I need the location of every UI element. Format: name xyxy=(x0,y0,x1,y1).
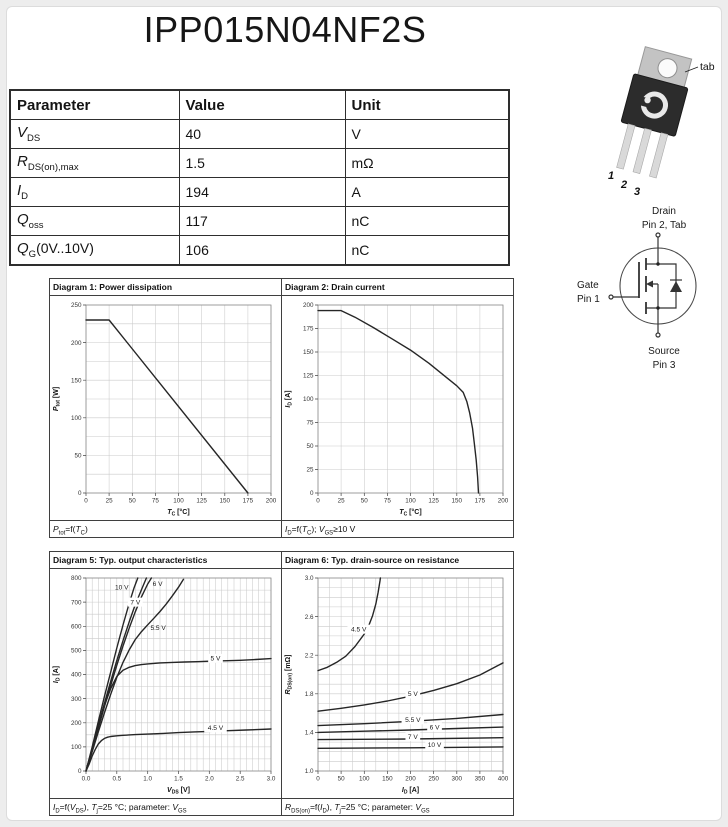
x-tick-label: 200 xyxy=(405,775,416,783)
x-tick-label: 25 xyxy=(105,497,113,505)
x-tick-label: 400 xyxy=(497,775,509,783)
y-tick-label: 75 xyxy=(306,419,314,427)
table-row xyxy=(10,120,509,149)
y-axis-label: $P_{tot}$ [W] xyxy=(53,386,62,412)
package-leg-3 xyxy=(649,133,667,178)
x-tick-label: 50 xyxy=(128,497,136,505)
value-cell: 40 xyxy=(179,120,345,149)
y-tick-label: 300 xyxy=(70,695,82,703)
x-tick-label: 175 xyxy=(474,497,486,505)
table-row xyxy=(10,236,509,266)
y-tick-label: 1.4 xyxy=(304,729,314,737)
series-label: 4.5 V xyxy=(207,725,224,733)
chart-caption: $I_D=f(V_{DS})$, $T_j=25$ °C; parameter: $V_{GS}$ xyxy=(50,798,281,815)
chart-caption: $P_{tot}=f(T_C)$ xyxy=(50,520,281,537)
x-axis-label: $V_{DS}$ [V] xyxy=(167,787,190,796)
parameter-table xyxy=(9,89,510,266)
chart-caption: $I_D=f(T_C)$; $V_{GS}\ge 10$ V xyxy=(282,520,513,537)
panel-diagram1 xyxy=(49,278,282,538)
substrate-arrow-icon xyxy=(646,281,653,288)
y-axis-label: $I_D$ [A] xyxy=(53,665,62,684)
panel-diagram6 xyxy=(281,551,514,816)
x-tick-label: 50 xyxy=(337,775,345,783)
y-tick-label: 700 xyxy=(70,599,82,607)
chart-title: Diagram 6: Typ. drain-source on resistance xyxy=(282,552,513,569)
y-tick-label: 200 xyxy=(70,339,82,347)
y-tick-label: 150 xyxy=(70,377,82,385)
series-line-4.5V xyxy=(318,578,380,671)
mosfet-symbol-figure xyxy=(573,202,728,374)
series-label: 7 V xyxy=(130,599,141,607)
series-label: 6 V xyxy=(152,581,163,589)
y-tick-label: 0 xyxy=(77,490,82,498)
series-label: 10 V xyxy=(427,742,442,750)
tab-label: tab xyxy=(700,61,715,73)
param-cell: $Q_{oss}$ xyxy=(10,207,179,236)
x-tick-label: 300 xyxy=(451,775,463,783)
x-tick-label: 200 xyxy=(265,497,277,505)
y-tick-label: 125 xyxy=(302,372,314,380)
value-cell: 1.5 xyxy=(179,149,345,178)
unit-cell: A xyxy=(345,178,509,207)
x-tick-label: 150 xyxy=(219,497,231,505)
page-title: IPP015N04NF2S xyxy=(143,9,427,50)
x-tick-label: 25 xyxy=(337,497,345,505)
series-line-Ptot xyxy=(86,320,248,493)
y-axis-label: $R_{DS(on)}$ [mΩ] xyxy=(285,654,294,695)
chart-diagram5 xyxy=(50,569,281,798)
y-tick-label: 175 xyxy=(302,325,314,333)
y-tick-label: 250 xyxy=(70,302,82,310)
x-tick-label: 125 xyxy=(428,497,439,505)
x-tick-label: 100 xyxy=(358,775,370,783)
x-tick-label: 2.5 xyxy=(235,775,245,783)
x-axis-label: $I_D$ [A] xyxy=(401,787,420,796)
param-cell: $R_{DS(on),max}$ xyxy=(10,149,179,178)
y-tick-label: 50 xyxy=(74,452,82,460)
col-header-value: Value xyxy=(179,90,345,120)
y-tick-label: 150 xyxy=(302,349,314,357)
x-tick-label: 150 xyxy=(382,775,393,783)
chart-title: Diagram 2: Drain current xyxy=(282,279,513,296)
table-header-row xyxy=(10,90,509,120)
y-tick-label: 800 xyxy=(70,575,82,583)
series-label: 7 V xyxy=(407,733,418,741)
x-tick-label: 3.0 xyxy=(266,775,276,783)
series-line-ID xyxy=(318,311,479,493)
axis-ticks xyxy=(315,578,503,774)
table-row xyxy=(10,178,509,207)
y-tick-label: 200 xyxy=(70,719,82,727)
x-tick-label: 2.0 xyxy=(204,775,214,783)
chart-title: Diagram 5: Typ. output characteristics xyxy=(50,552,281,569)
series-label: 4.5 V xyxy=(350,626,367,634)
pin-number-label-3: 3 xyxy=(634,186,641,198)
y-tick-label: 0 xyxy=(309,490,314,498)
x-tick-label: 0 xyxy=(316,775,320,783)
pin-number-label-2: 2 xyxy=(621,179,628,191)
x-tick-label: 100 xyxy=(173,497,184,505)
series-label: 5 V xyxy=(210,655,221,663)
x-tick-label: 0 xyxy=(84,497,88,505)
source-junction-dot xyxy=(656,306,659,309)
unit-cell: V xyxy=(345,120,509,149)
source-label: Source xyxy=(648,346,680,357)
package-leg-1 xyxy=(617,124,635,169)
parameter-table-body xyxy=(10,120,509,266)
x-tick-label: 150 xyxy=(451,497,463,505)
axis-ticks xyxy=(83,578,271,774)
chart-diagram2 xyxy=(282,296,513,520)
to220-package xyxy=(609,46,695,180)
y-tick-label: 2.6 xyxy=(304,613,314,621)
grid-lines xyxy=(318,305,503,493)
value-cell: 194 xyxy=(179,178,345,207)
x-axis-label: $T_C$ [°C] xyxy=(399,509,422,518)
y-tick-label: 600 xyxy=(70,623,82,631)
unit-cell: nC xyxy=(345,207,509,236)
source-pin-label: Pin 3 xyxy=(652,360,676,371)
y-tick-label: 100 xyxy=(70,415,82,422)
y-tick-label: 400 xyxy=(70,671,82,679)
series-label: 5.5 V xyxy=(405,717,421,725)
y-tick-label: 500 xyxy=(70,647,82,655)
drain-pin-label: Pin 2, Tab xyxy=(641,220,687,231)
chart-row-bottom xyxy=(49,551,514,816)
panel-diagram2 xyxy=(281,278,514,538)
series-label: 10 V xyxy=(114,584,129,592)
axis-ticks xyxy=(315,305,503,496)
x-tick-label: 100 xyxy=(405,497,416,505)
table-row xyxy=(10,207,509,236)
col-header-unit: Unit xyxy=(345,90,509,120)
table-row xyxy=(10,149,509,178)
x-tick-label: 1.5 xyxy=(174,775,183,783)
grid-lines xyxy=(318,578,503,771)
col-header-parameter: Parameter xyxy=(10,90,179,120)
x-tick-label: 50 xyxy=(360,497,368,505)
series-label: 5 V xyxy=(407,691,418,699)
y-tick-label: 200 xyxy=(302,302,314,310)
x-tick-label: 125 xyxy=(196,497,207,505)
x-tick-label: 75 xyxy=(383,497,391,505)
chart-diagram1 xyxy=(50,296,281,520)
value-cell: 106 xyxy=(179,236,345,266)
gate-pin-label: Pin 1 xyxy=(577,294,600,305)
x-tick-label: 350 xyxy=(474,775,486,783)
pin-number-label-1: 1 xyxy=(608,170,615,182)
y-tick-label: 2.2 xyxy=(304,652,314,660)
value-cell: 117 xyxy=(179,207,345,236)
y-tick-label: 3.0 xyxy=(304,575,314,583)
x-tick-label: 175 xyxy=(242,497,254,505)
unit-cell: nC xyxy=(345,236,509,266)
y-tick-label: 1.8 xyxy=(304,691,314,698)
chart-title: Diagram 1: Power dissipation xyxy=(50,279,281,296)
y-tick-label: 1.0 xyxy=(304,768,314,776)
x-tick-label: 1.0 xyxy=(143,775,153,783)
y-tick-label: 25 xyxy=(306,466,314,474)
unit-cell: mΩ xyxy=(345,149,509,178)
param-cell: $Q_G(0V..10V)$ xyxy=(10,236,179,266)
chart-row-top xyxy=(49,278,514,538)
y-tick-label: 50 xyxy=(306,443,314,451)
chart-caption: $R_{DS(on)}=f(I_D)$, $T_j=25$ °C; parameter: $V_{GS}$ xyxy=(282,798,513,815)
series-label: 5.5 V xyxy=(150,624,166,632)
x-tick-label: 250 xyxy=(428,775,439,783)
package-figure xyxy=(584,39,728,203)
axis-ticks xyxy=(83,305,271,496)
param-cell: $V_{DS}$ xyxy=(10,120,179,149)
x-tick-label: 0 xyxy=(316,497,320,505)
drain-label: Drain xyxy=(652,206,676,217)
chart-diagram6 xyxy=(282,569,513,798)
gate-label: Gate xyxy=(577,280,599,291)
x-tick-label: 0.5 xyxy=(112,775,122,783)
drain-junction-dot xyxy=(656,262,659,265)
y-axis-label: $I_D$ [A] xyxy=(285,390,294,408)
x-tick-label: 0.0 xyxy=(81,775,91,783)
series-line-10V xyxy=(318,747,503,748)
package-leg-2 xyxy=(633,128,651,173)
body-diode-icon xyxy=(670,281,682,292)
grid-lines xyxy=(86,305,271,493)
y-tick-label: 0 xyxy=(77,768,82,776)
param-cell: $I_D$ xyxy=(10,178,179,207)
x-tick-label: 200 xyxy=(497,497,509,505)
panel-diagram5 xyxy=(49,551,282,816)
y-tick-label: 100 xyxy=(70,744,82,752)
x-axis-label: $T_C$ [°C] xyxy=(167,509,190,518)
page-card xyxy=(6,6,722,821)
series-label: 6 V xyxy=(429,724,440,732)
x-tick-label: 75 xyxy=(151,497,159,505)
y-tick-label: 100 xyxy=(302,396,314,404)
